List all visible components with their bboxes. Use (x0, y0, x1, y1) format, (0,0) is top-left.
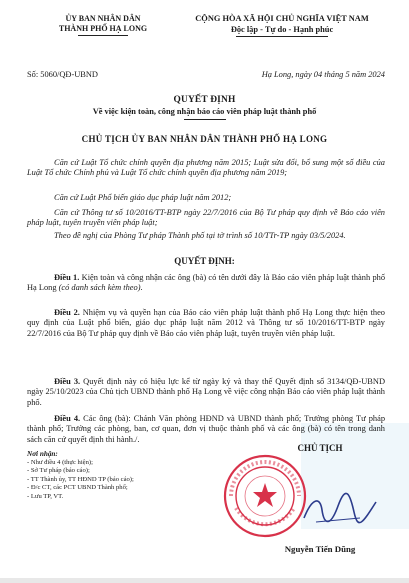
article-2-label: Điều 2. (54, 308, 80, 317)
article-1 (27, 273, 385, 294)
recipients-block (27, 450, 197, 502)
signature-stroke (304, 493, 376, 522)
recipient-item: - TT Thành ủy, TT HĐND TP (báo cáo); (27, 475, 134, 483)
legal-basis-4: Theo đề nghị của Phòng Tư pháp Thành phố tại tờ trình số 10/TTr-TP ngày 03/5/2024. (54, 231, 346, 240)
legal-basis-2: Căn cứ Luật Phổ biến giáo dục pháp luật năm 2012; (54, 193, 232, 202)
seal-star (253, 483, 277, 507)
signer-name: Nguyễn Tiến Dũng (284, 544, 356, 554)
nation-name: CỘNG HÒA XÃ HỘI CHỦ NGHĨA VIỆT NAM (195, 14, 369, 23)
subtitle-underline (184, 119, 226, 120)
legal-basis-3: Căn cứ Thông tư số 10/2016/TT-BTP ngày 22/7/2016 của Bộ Tư pháp quy định về Báo cáo viên pháp luật, tuyên truyền viên pháp luật; (27, 208, 385, 228)
article-4 (27, 414, 385, 445)
agency-header (38, 14, 168, 36)
article-4-label: Điều 4. (54, 414, 81, 423)
national-header (168, 14, 396, 37)
decides-heading: QUYẾT ĐỊNH: (174, 256, 235, 266)
article-1-text: Kiện toàn và công nhận các ông (bà) có tên dưới đây là Báo cáo viên pháp luật thành phố Hạ Long (27, 273, 386, 293)
article-3-text: Quyết định này có hiệu lực kể từ ngày ký và thay thế Quyết định số 3134/QĐ-UBND ngày 25/10/2023 của Chủ tịch UBND thành phố Hạ Long về việc công nhận Báo cáo viên pháp luật thành phố. (27, 377, 385, 407)
article-2-text: Nhiệm vụ và quyền hạn của Báo cáo viên pháp luật thành phố Hạ Long thực hiện theo quy định của Luật phổ biến, giáo dục pháp luật năm 2012 và Thông tư số 10/2016/TT-BTP ngày 22/7/2016 của Bộ Tư pháp quy định về Báo cáo viên pháp luật, tuyên truyền viên pháp luật. (27, 308, 385, 338)
national-motto: Độc lập - Tự do - Hạnh phúc (230, 24, 334, 34)
document-title: QUYẾT ĐỊNH (173, 95, 236, 105)
place-date: Hạ Long, ngày 04 tháng 5 năm 2024 (261, 70, 385, 79)
agency-line-2: THÀNH PHỐ HẠ LONG (58, 24, 148, 33)
signer-title: CHỦ TỊCH (297, 443, 343, 453)
article-4-text: Các ông (bà): Chánh Văn phòng HĐND và UBND thành phố; Trưởng phòng Tư pháp thành phố; Trưởng các phòng, ban, cơ quan, đơn vị thuộc thành phố và các ông (bà) có tên trong danh sách căn cứ quyết định thi hành./. (27, 414, 386, 444)
agency-underline (78, 35, 128, 36)
handwritten-signature-icon (300, 488, 380, 532)
legal-basis-1: Căn cứ Luật Tổ chức chính quyền địa phương năm 2015; Luật sửa đổi, bổ sung một số điều của Luật Tổ chức Chính phủ và Luật Tổ chức chính quyền địa phương năm 2019; (27, 158, 385, 178)
bottom-edge (0, 578, 409, 583)
article-1-note: (có danh sách kèm theo) (58, 283, 141, 293)
agency-line-1: ỦY BAN NHÂN DÂN (65, 14, 141, 23)
issuer-title: CHỦ TỊCH ỦY BAN NHÂN DÂN THÀNH PHỐ HẠ LONG (81, 134, 328, 144)
signature-underline (316, 518, 360, 522)
official-seal-icon (222, 453, 308, 539)
document-number: Số: 5060/QĐ-UBND (27, 70, 98, 79)
recipient-item: - Lưu TP, VT. (27, 492, 64, 500)
document-subtitle: Về việc kiện toàn, công nhận báo cáo viên pháp luật thành phố (92, 107, 317, 116)
recipient-item: - Sở Tư pháp (báo cáo); (27, 467, 90, 475)
article-2 (27, 308, 385, 339)
article-1-tail: . (140, 283, 143, 293)
article-3 (27, 377, 385, 408)
recipient-item: - Như điều 4 (thực hiện); (27, 458, 93, 466)
article-1-label: Điều 1. (54, 273, 80, 282)
recipient-item: - Đ/c CT, các PCT UBND Thành phố; (27, 484, 128, 492)
article-3-label: Điều 3. (54, 377, 81, 386)
recipients-heading: Nơi nhận: (27, 450, 58, 458)
motto-underline (236, 36, 328, 37)
